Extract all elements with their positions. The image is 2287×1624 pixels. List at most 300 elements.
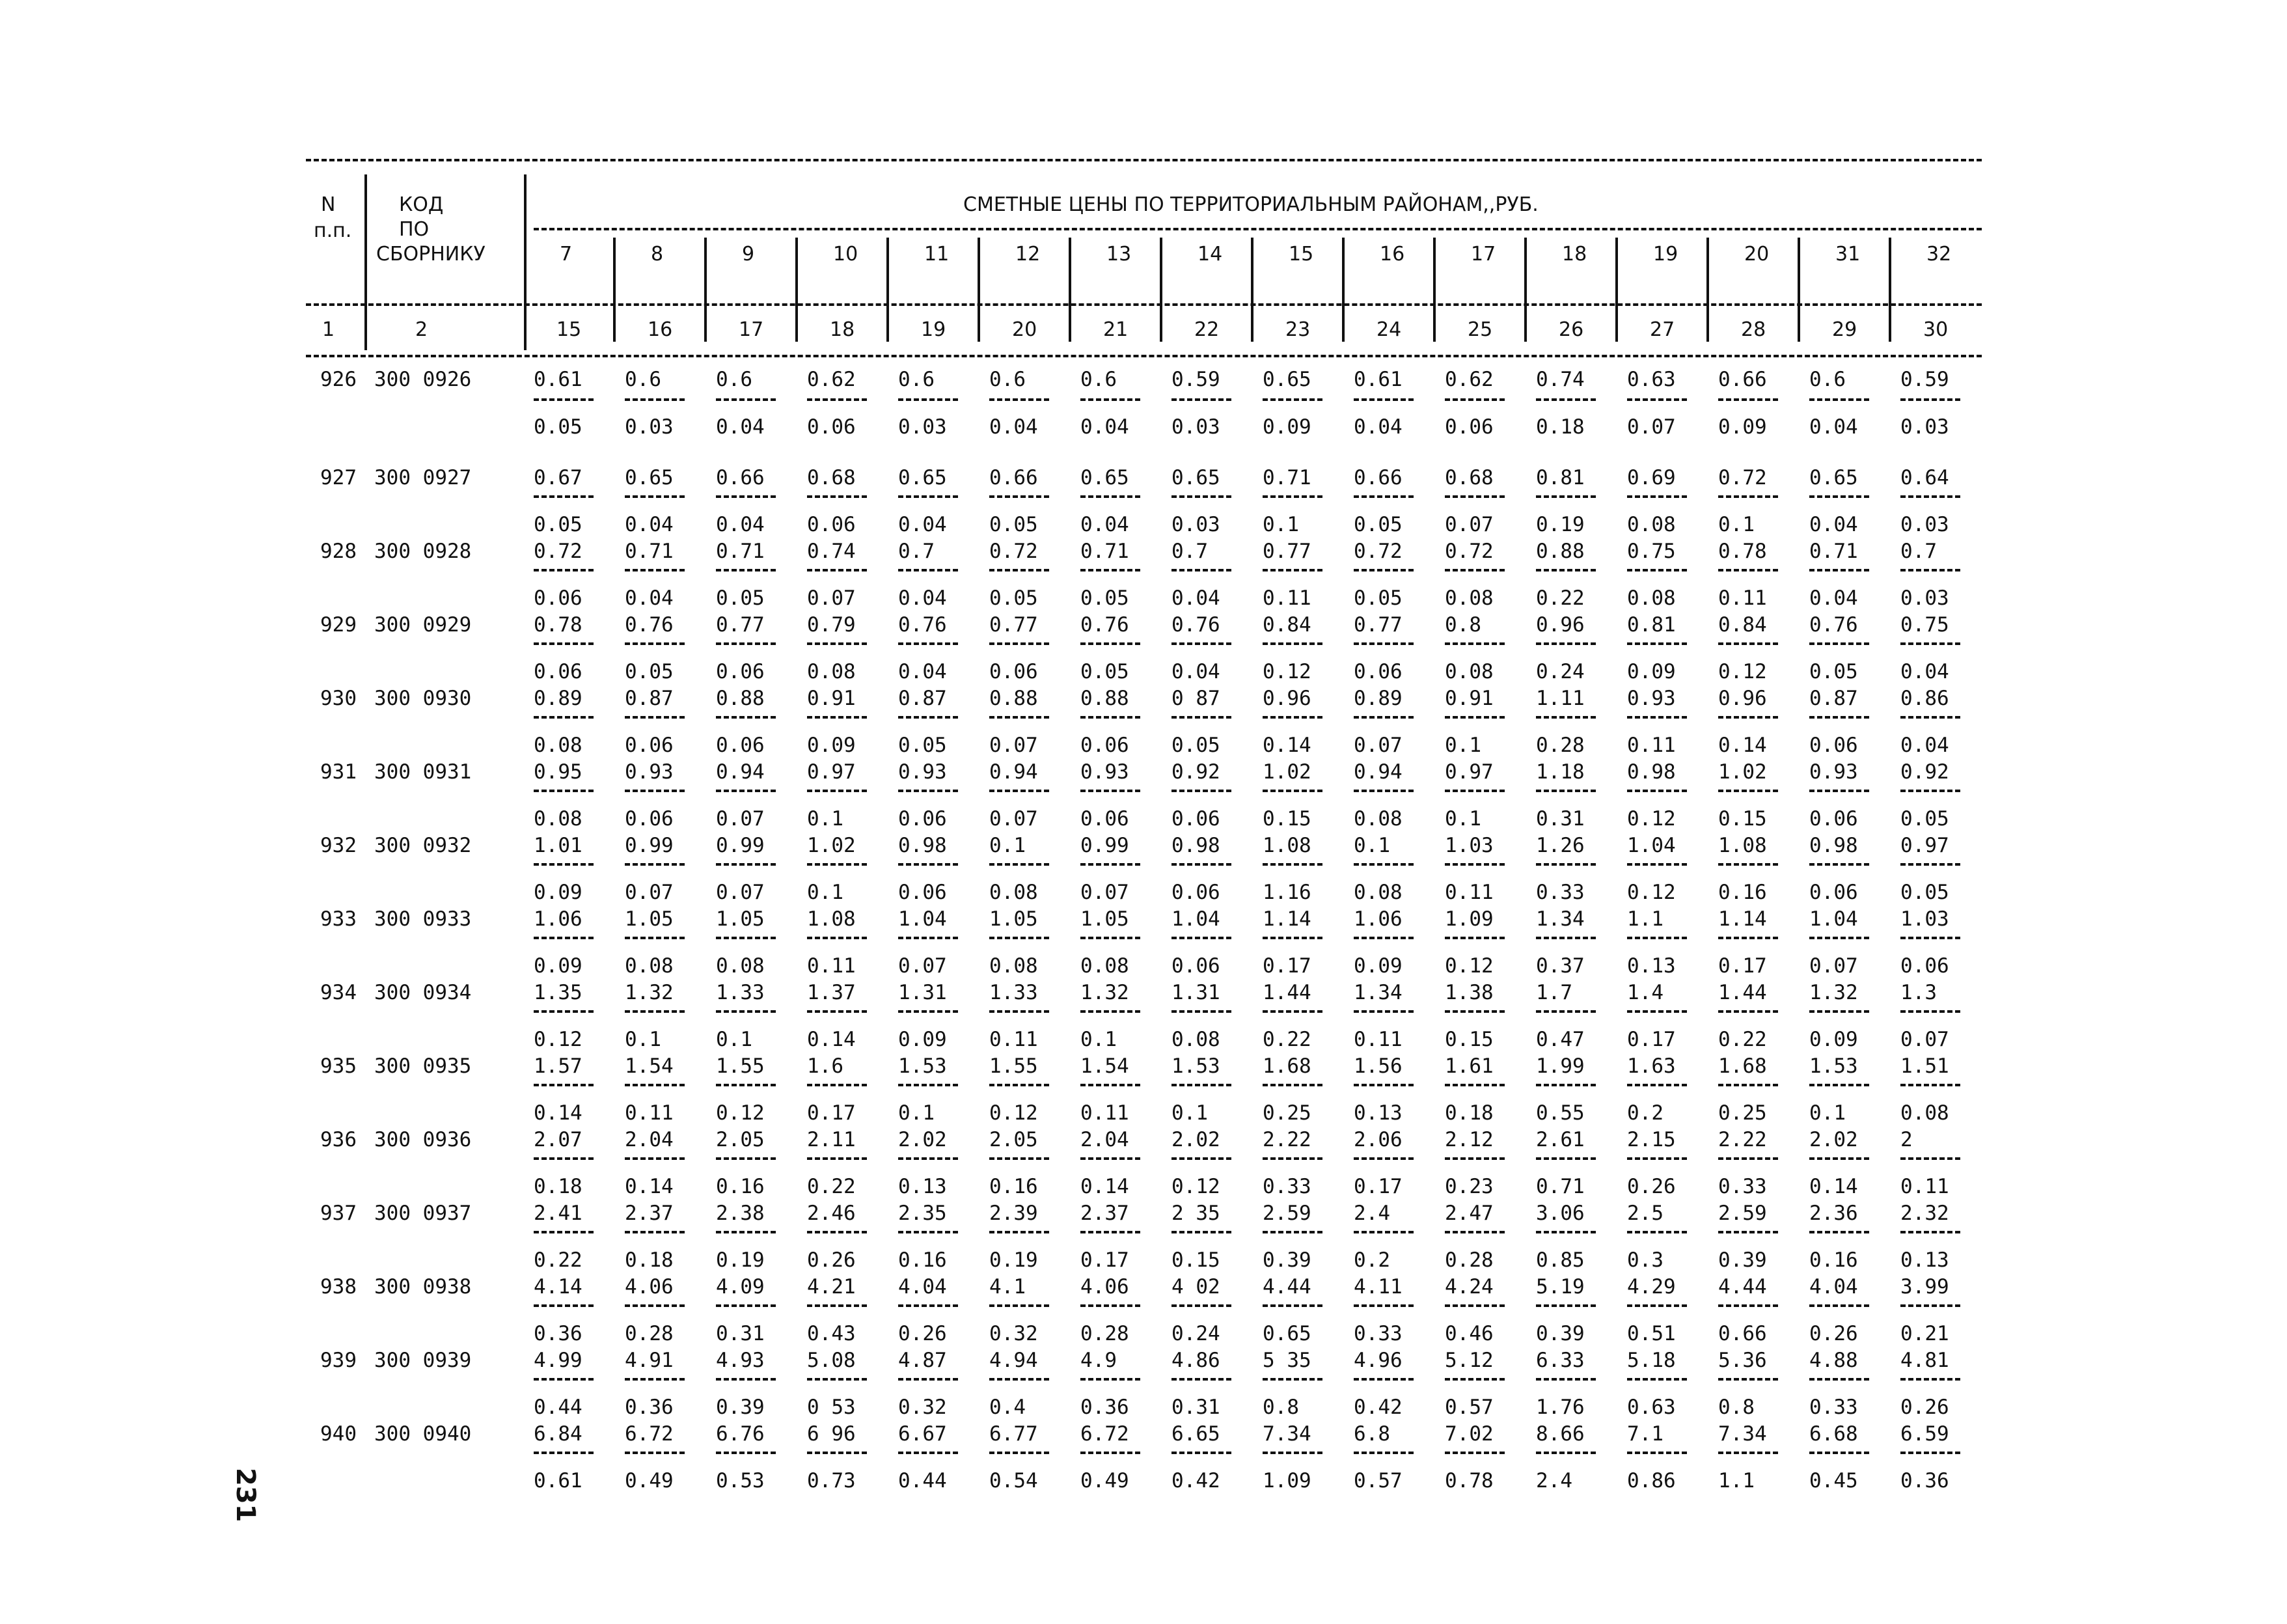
price-value: 0.96 (1718, 687, 1767, 710)
price-value: 0.78 (1718, 540, 1767, 563)
price-value: 0.76 (898, 613, 947, 637)
price-value: 0.87 (898, 687, 947, 710)
fraction-bar (1080, 398, 1140, 401)
price-subvalue: 0.06 (1809, 807, 1858, 831)
fraction-bar (898, 642, 958, 645)
price-value: 2.15 (1627, 1128, 1676, 1151)
price-subvalue: 0.11 (1354, 1028, 1403, 1051)
fraction-bar (534, 642, 594, 645)
price-value: 5.18 (1627, 1349, 1676, 1372)
price-value: 1.37 (807, 981, 856, 1004)
fraction-bar (1445, 1157, 1505, 1160)
row-number: 935 (320, 1054, 357, 1078)
price-value: 2.61 (1536, 1128, 1585, 1151)
fraction-bar (1627, 495, 1687, 498)
price-subvalue: 0.3 (1627, 1248, 1664, 1272)
price-value: 0.71 (625, 540, 674, 563)
price-value: 0.68 (807, 466, 856, 489)
fraction-bar (1536, 1304, 1596, 1307)
row-number: 932 (320, 834, 357, 857)
price-value: 5 35 (1263, 1349, 1311, 1372)
fraction-bar (1536, 790, 1596, 792)
price-value: 0.84 (1718, 613, 1767, 637)
price-value: 4.14 (534, 1275, 582, 1299)
price-subvalue: 0.05 (898, 734, 947, 757)
fraction-bar (1627, 937, 1687, 939)
row-code: 300 0934 (374, 981, 472, 1004)
fraction-bar (1809, 1378, 1869, 1381)
price-value: 0.98 (1627, 760, 1676, 784)
fraction-bar (1809, 1304, 1869, 1307)
price-subvalue: 0.08 (1080, 954, 1129, 978)
price-value: 0.98 (1171, 834, 1220, 857)
price-value: 0.93 (1809, 760, 1858, 784)
price-subvalue: 0.08 (1171, 1028, 1220, 1051)
price-value: 0.97 (807, 760, 856, 784)
price-subvalue: 0.61 (534, 1469, 582, 1493)
price-value: 1.38 (1445, 981, 1494, 1004)
price-value: 2.32 (1900, 1202, 1949, 1225)
fraction-bar (1263, 1304, 1322, 1307)
index-col-28: 28 (1741, 318, 1766, 341)
price-subvalue: 0.65 (1263, 1322, 1311, 1345)
col-code-header-3: СБОРНИКУ (376, 243, 486, 266)
price-subvalue: 0.06 (1445, 415, 1494, 439)
fraction-bar (1080, 569, 1140, 571)
price-value: 4.44 (1718, 1275, 1767, 1299)
price-subvalue: 0.17 (1080, 1248, 1129, 1272)
fraction-bar (1718, 569, 1778, 571)
fraction-bar (807, 716, 867, 719)
price-value: 0.78 (534, 613, 582, 637)
price-value: 0.89 (534, 687, 582, 710)
price-value: 1.01 (534, 834, 582, 857)
price-value: 2.02 (898, 1128, 947, 1151)
fraction-bar (898, 1231, 958, 1233)
fraction-bar (898, 1304, 958, 1307)
price-value: 1.31 (898, 981, 947, 1004)
price-subvalue: 1.76 (1536, 1396, 1585, 1419)
price-subvalue: 0.17 (1627, 1028, 1676, 1051)
price-value: 1.53 (1809, 1054, 1858, 1078)
row-code: 300 0936 (374, 1128, 472, 1151)
price-subvalue: 0.07 (1445, 513, 1494, 536)
price-subvalue: 0.07 (1354, 734, 1403, 757)
price-subvalue: 0.09 (534, 954, 582, 978)
price-value: 0.77 (1263, 540, 1311, 563)
region-header-18: 18 (1562, 243, 1587, 266)
price-value: 2 35 (1171, 1202, 1220, 1225)
price-value: 0.6 (1080, 368, 1117, 391)
price-value: 0.91 (807, 687, 856, 710)
price-subvalue: 0.15 (1171, 1248, 1220, 1272)
price-value: 5.12 (1445, 1349, 1494, 1372)
price-subvalue: 0.1 (898, 1101, 935, 1125)
price-subvalue: 0.28 (625, 1322, 674, 1345)
fraction-bar (1536, 1010, 1596, 1013)
price-value: 0.72 (1445, 540, 1494, 563)
price-subvalue: 0.03 (898, 415, 947, 439)
fraction-bar (989, 1378, 1049, 1381)
price-subvalue: 0.44 (534, 1396, 582, 1419)
fraction-bar (1263, 495, 1322, 498)
price-subvalue: 0.05 (989, 586, 1038, 610)
row-code: 300 0926 (374, 368, 472, 391)
price-subvalue: 0.13 (898, 1175, 947, 1198)
index-label-1: 1 (322, 318, 335, 341)
price-value: 1.34 (1354, 981, 1403, 1004)
price-subvalue: 0.05 (1171, 734, 1220, 757)
price-value: 0.62 (1445, 368, 1494, 391)
price-value: 0.93 (625, 760, 674, 784)
price-subvalue: 0.12 (1627, 881, 1676, 904)
price-subvalue: 0.18 (1536, 415, 1585, 439)
price-value: 1.08 (1718, 834, 1767, 857)
price-value: 4.96 (1354, 1349, 1403, 1372)
region-divider (704, 238, 707, 342)
fraction-bar (1263, 790, 1322, 792)
price-value: 8.66 (1536, 1422, 1585, 1446)
price-value: 0.1 (1354, 834, 1390, 857)
price-value: 0.75 (1627, 540, 1676, 563)
price-value: 4.88 (1809, 1349, 1858, 1372)
prices-title: СМЕТНЫЕ ЦЕНЫ ПО ТЕРРИТОРИАЛЬНЫМ РАЙОНАМ,,РУБ. (963, 193, 1539, 216)
price-subvalue: 0.36 (625, 1396, 674, 1419)
fraction-bar (534, 716, 594, 719)
price-value: 2.06 (1354, 1128, 1403, 1151)
price-value: 0.88 (989, 687, 1038, 710)
price-subvalue: 0.49 (1080, 1469, 1129, 1493)
fraction-bar (807, 1231, 867, 1233)
price-value: 0.93 (1080, 760, 1129, 784)
price-value: 4.04 (1809, 1275, 1858, 1299)
price-subvalue: 0.1 (1445, 807, 1481, 831)
price-subvalue: 0.04 (1900, 660, 1949, 683)
price-value: 6.72 (1080, 1422, 1129, 1446)
region-divider (978, 238, 980, 342)
price-subvalue: 0.04 (1354, 415, 1403, 439)
fraction-bar (625, 398, 685, 401)
price-value: 0.72 (534, 540, 582, 563)
region-divider (1798, 238, 1800, 342)
price-subvalue: 0.08 (534, 807, 582, 831)
fraction-bar (534, 495, 594, 498)
price-value: 2.11 (807, 1128, 856, 1151)
row-number: 938 (320, 1275, 357, 1299)
price-value: 1.55 (989, 1054, 1038, 1078)
fraction-bar (1809, 569, 1869, 571)
fraction-bar (1263, 716, 1322, 719)
price-subvalue: 0.18 (534, 1175, 582, 1198)
price-subvalue: 0.44 (898, 1469, 947, 1493)
fraction-bar (625, 1157, 685, 1160)
price-value: 1.04 (898, 907, 947, 931)
fraction-bar (1536, 1084, 1596, 1086)
price-subvalue: 0.36 (1900, 1469, 1949, 1493)
price-value: 0.59 (1900, 368, 1949, 391)
price-subvalue: 0.16 (1809, 1248, 1858, 1272)
price-subvalue: 0.08 (807, 660, 856, 683)
price-value: 2.47 (1445, 1202, 1494, 1225)
price-value: 2.05 (716, 1128, 765, 1151)
fraction-bar (1171, 1304, 1231, 1307)
fraction-bar (1354, 1084, 1414, 1086)
fraction-bar (898, 1452, 958, 1454)
price-subvalue: 0.07 (1627, 415, 1676, 439)
price-value: 2.07 (534, 1128, 582, 1151)
price-subvalue: 0.07 (1809, 954, 1858, 978)
fraction-bar (1171, 1084, 1231, 1086)
price-value: 1.56 (1354, 1054, 1403, 1078)
fraction-bar (1718, 790, 1778, 792)
fraction-bar (1445, 398, 1505, 401)
price-subvalue: 0.07 (716, 881, 765, 904)
fraction-bar (1263, 937, 1322, 939)
price-subvalue: 0.09 (1354, 954, 1403, 978)
price-value: 6.77 (989, 1422, 1038, 1446)
price-value: 1.33 (716, 981, 765, 1004)
price-value: 0.87 (625, 687, 674, 710)
price-subvalue: 0.07 (989, 807, 1038, 831)
price-value: 0.65 (1080, 466, 1129, 489)
index-col-18: 18 (830, 318, 855, 341)
price-subvalue: 0.06 (625, 807, 674, 831)
price-value: 1.53 (898, 1054, 947, 1078)
fraction-bar (1900, 937, 1960, 939)
fraction-bar (1354, 716, 1414, 719)
fraction-bar (1263, 1010, 1322, 1013)
index-col-19: 19 (921, 318, 946, 341)
table-top-rule (306, 159, 1982, 161)
price-value: 0.94 (716, 760, 765, 784)
fraction-bar (1171, 790, 1231, 792)
price-value: 1.14 (1263, 907, 1311, 931)
price-subvalue: 0.03 (1900, 513, 1949, 536)
fraction-bar (1354, 495, 1414, 498)
fraction-bar (716, 398, 776, 401)
price-subvalue: 0.04 (1171, 586, 1220, 610)
price-value: 0.88 (1080, 687, 1129, 710)
price-value: 1.53 (1171, 1054, 1220, 1078)
row-code: 300 0940 (374, 1422, 472, 1446)
price-subvalue: 0.04 (1809, 586, 1858, 610)
fraction-bar (1900, 863, 1960, 866)
price-subvalue: 0.04 (1171, 660, 1220, 683)
region-divider (1524, 238, 1527, 342)
fraction-bar (807, 398, 867, 401)
region-header-17: 17 (1471, 243, 1496, 266)
price-subvalue: 0.42 (1354, 1396, 1403, 1419)
fraction-bar (1536, 569, 1596, 571)
fraction-bar (989, 790, 1049, 792)
region-divider (1433, 238, 1436, 342)
fraction-bar (1445, 937, 1505, 939)
price-value: 2.59 (1263, 1202, 1311, 1225)
index-col-30: 30 (1923, 318, 1949, 341)
fraction-bar (898, 790, 958, 792)
fraction-bar (1809, 1231, 1869, 1233)
price-value: 0.61 (1354, 368, 1403, 391)
price-value: 4.1 (989, 1275, 1026, 1299)
price-value: 1.51 (1900, 1054, 1949, 1078)
fraction-bar (1354, 1452, 1414, 1454)
region-divider (795, 238, 798, 342)
fraction-bar (1445, 790, 1505, 792)
price-value: 1.54 (1080, 1054, 1129, 1078)
price-subvalue: 0.08 (1445, 586, 1494, 610)
region-divider (1251, 238, 1253, 342)
region-header-11: 11 (924, 243, 950, 266)
fraction-bar (1536, 863, 1596, 866)
price-subvalue: 0.07 (898, 954, 947, 978)
price-value: 0.74 (1536, 368, 1585, 391)
price-value: 4 02 (1171, 1275, 1220, 1299)
fraction-bar (898, 937, 958, 939)
price-subvalue: 0.33 (1354, 1322, 1403, 1345)
index-col-22: 22 (1194, 318, 1220, 341)
price-subvalue: 0.28 (1536, 734, 1585, 757)
fraction-bar (1718, 642, 1778, 645)
price-subvalue: 0.33 (1718, 1175, 1767, 1198)
price-value: 1.32 (625, 981, 674, 1004)
fraction-bar (1445, 642, 1505, 645)
index-col-20: 20 (1012, 318, 1037, 341)
fraction-bar (898, 863, 958, 866)
title-underline (534, 228, 1982, 230)
price-subvalue: 0.14 (534, 1101, 582, 1125)
fraction-bar (1171, 569, 1231, 571)
price-subvalue: 0.39 (1263, 1248, 1311, 1272)
price-value: 1.68 (1263, 1054, 1311, 1078)
price-value: 0.65 (1171, 466, 1220, 489)
price-subvalue: 0.09 (1263, 415, 1311, 439)
fraction-bar (1718, 1231, 1778, 1233)
price-value: 1.08 (1263, 834, 1311, 857)
price-value: 0 87 (1171, 687, 1220, 710)
fraction-bar (625, 863, 685, 866)
price-value: 0.89 (1354, 687, 1403, 710)
price-subvalue: 0.04 (898, 586, 947, 610)
price-value: 4.94 (989, 1349, 1038, 1372)
price-subvalue: 0.08 (625, 954, 674, 978)
fraction-bar (1263, 1378, 1322, 1381)
index-col-15: 15 (556, 318, 582, 341)
price-subvalue: 0.22 (807, 1175, 856, 1198)
fraction-bar (807, 642, 867, 645)
row-number: 936 (320, 1128, 357, 1151)
price-value: 0.84 (1263, 613, 1311, 637)
price-value: 1.03 (1445, 834, 1494, 857)
fraction-bar (534, 1231, 594, 1233)
price-value: 5.36 (1718, 1349, 1767, 1372)
price-value: 0.92 (1900, 760, 1949, 784)
price-subvalue: 0.33 (1536, 881, 1585, 904)
fraction-bar (1900, 1157, 1960, 1160)
price-subvalue: 0.36 (534, 1322, 582, 1345)
price-value: 0.77 (1354, 613, 1403, 637)
price-value: 3.99 (1900, 1275, 1949, 1299)
price-value: 1.11 (1536, 687, 1585, 710)
price-value: 7.1 (1627, 1422, 1664, 1446)
price-value: 4.11 (1354, 1275, 1403, 1299)
price-subvalue: 0.05 (534, 415, 582, 439)
fraction-bar (716, 790, 776, 792)
price-subvalue: 0.25 (1718, 1101, 1767, 1125)
price-subvalue: 0.14 (625, 1175, 674, 1198)
fraction-bar (716, 716, 776, 719)
price-subvalue: 0.22 (1263, 1028, 1311, 1051)
fraction-bar (1171, 863, 1231, 866)
price-value: 6.84 (534, 1422, 582, 1446)
fraction-bar (1080, 937, 1140, 939)
fraction-bar (625, 1084, 685, 1086)
fraction-bar (1809, 642, 1869, 645)
price-value: 0.65 (1809, 466, 1858, 489)
fraction-bar (1354, 1304, 1414, 1307)
fraction-bar (1718, 1304, 1778, 1307)
price-value: 2.02 (1171, 1128, 1220, 1151)
fraction-bar (1809, 716, 1869, 719)
index-col-24: 24 (1376, 318, 1402, 341)
price-subvalue: 0.47 (1536, 1028, 1585, 1051)
price-subvalue: 0.32 (898, 1396, 947, 1419)
price-subvalue: 0.23 (1445, 1175, 1494, 1198)
price-value: 1.6 (807, 1054, 843, 1078)
price-value: 0.97 (1900, 834, 1949, 857)
price-subvalue: 0.06 (534, 586, 582, 610)
price-value: 1.02 (1263, 760, 1311, 784)
fraction-bar (989, 1010, 1049, 1013)
fraction-bar (625, 1231, 685, 1233)
price-subvalue: 0.14 (1263, 734, 1311, 757)
fraction-bar (989, 1304, 1049, 1307)
row-number: 937 (320, 1202, 357, 1225)
fraction-bar (807, 863, 867, 866)
fraction-bar (1809, 863, 1869, 866)
price-subvalue: 0.04 (1809, 415, 1858, 439)
price-subvalue: 0.11 (989, 1028, 1038, 1051)
fraction-bar (716, 1452, 776, 1454)
price-subvalue: 0.08 (1900, 1101, 1949, 1125)
price-value: 1.35 (534, 981, 582, 1004)
price-subvalue: 0.11 (1627, 734, 1676, 757)
row-code: 300 0938 (374, 1275, 472, 1299)
price-subvalue: 0.09 (1809, 1028, 1858, 1051)
price-subvalue: 0.05 (1354, 586, 1403, 610)
index-col-26: 26 (1559, 318, 1584, 341)
price-value: 0.7 (1900, 540, 1937, 563)
price-subvalue: 0.19 (716, 1248, 765, 1272)
fraction-bar (1718, 495, 1778, 498)
price-value: 7.34 (1263, 1422, 1311, 1446)
price-value: 1.34 (1536, 907, 1585, 931)
price-subvalue: 0.08 (1627, 586, 1676, 610)
price-subvalue: 0.08 (1627, 513, 1676, 536)
fraction-bar (716, 863, 776, 866)
price-subvalue: 0.05 (1900, 881, 1949, 904)
price-subvalue: 0.11 (1263, 586, 1311, 610)
price-subvalue: 0.26 (898, 1322, 947, 1345)
price-subvalue: 0.06 (716, 734, 765, 757)
fraction-bar (534, 1010, 594, 1013)
fraction-bar (989, 937, 1049, 939)
price-value: 0.64 (1900, 466, 1949, 489)
price-subvalue: 0.07 (625, 881, 674, 904)
price-subvalue: 0.16 (716, 1175, 765, 1198)
fraction-bar (989, 569, 1049, 571)
fraction-bar (1627, 1157, 1687, 1160)
price-subvalue: 0.06 (1900, 954, 1949, 978)
